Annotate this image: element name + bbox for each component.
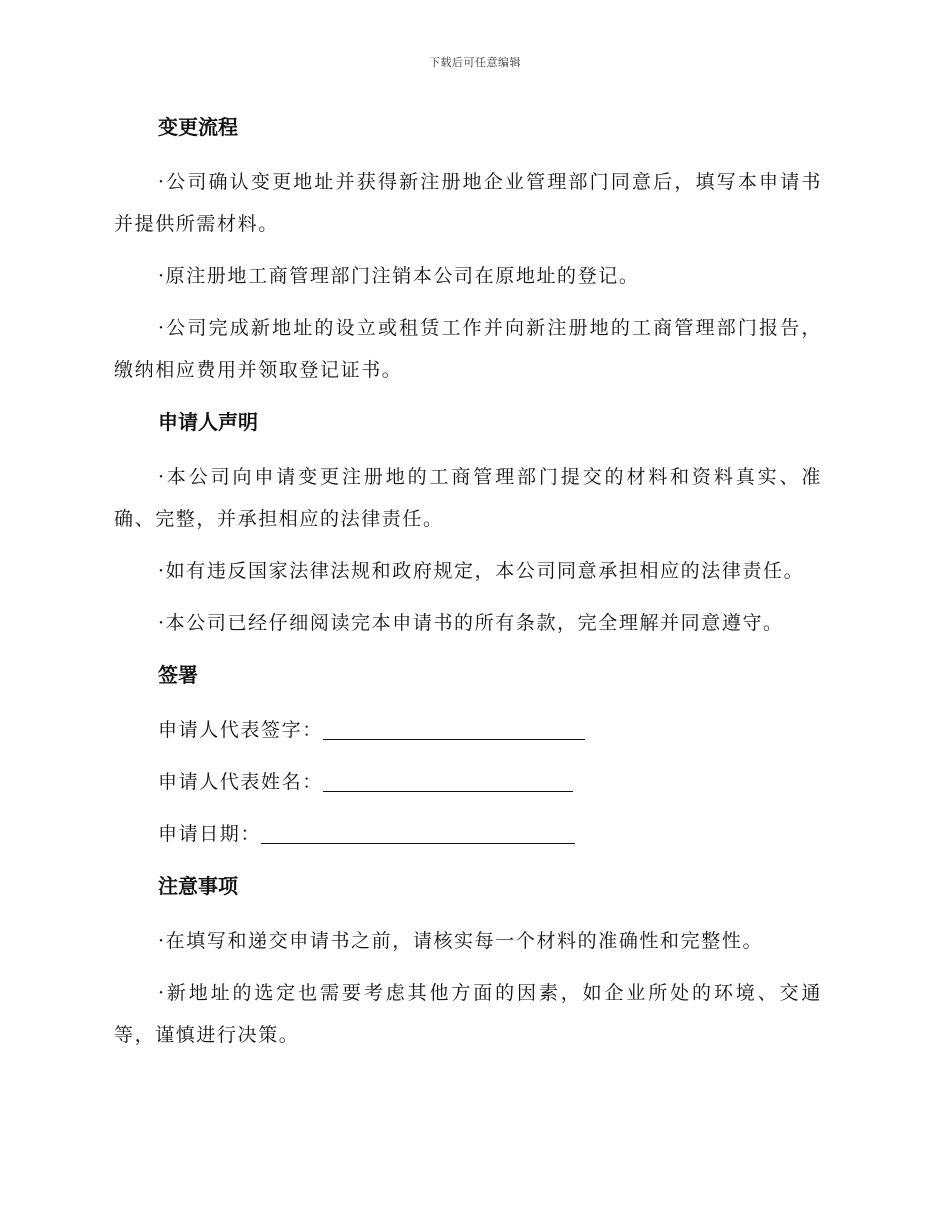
date-label: 申请日期： bbox=[158, 823, 262, 845]
date-row bbox=[158, 813, 822, 855]
rep-name-row bbox=[158, 761, 822, 803]
section-title-signature: 签署 bbox=[158, 663, 198, 687]
rep-name-field[interactable] bbox=[323, 765, 573, 792]
section-title-notes: 注意事项 bbox=[158, 874, 238, 898]
notes-item: ·在填写和递交申请书之前，请核实每一个材料的准确性和完整性。 bbox=[158, 930, 764, 952]
process-item: ·原注册地工商管理部门注销本公司在原地址的登记。 bbox=[158, 265, 640, 287]
process-item: ·公司完成新地址的设立或租赁工作并向新注册地的工商管理部门报告，缴纳相应费用并领取登记证书。 bbox=[114, 317, 822, 381]
rep-signature-label: 申请人代表签字： bbox=[158, 719, 323, 741]
process-item: ·公司确认变更地址并获得新注册地企业管理部门同意后，填写本申请书并提供所需材料。 bbox=[114, 171, 822, 235]
section-title-process: 变更流程 bbox=[158, 115, 238, 139]
page-header: 下载后可任意编辑 bbox=[429, 56, 521, 69]
date-field[interactable] bbox=[261, 817, 575, 844]
notes-item: ·新地址的选定也需要考虑其他方面的因素，如企业所处的环境、交通等，谨慎进行决策。 bbox=[114, 982, 822, 1046]
document-body bbox=[114, 110, 822, 1056]
section-title-declaration: 申请人声明 bbox=[158, 410, 258, 434]
declaration-item: ·如有违反国家法律法规和政府规定，本公司同意承担相应的法律责任。 bbox=[158, 560, 805, 582]
rep-signature-field[interactable] bbox=[323, 713, 585, 740]
rep-name-label: 申请人代表姓名： bbox=[158, 771, 323, 793]
rep-signature-row bbox=[158, 709, 822, 751]
declaration-item: ·本公司已经仔细阅读完本申请书的所有条款，完全理解并同意遵守。 bbox=[158, 612, 784, 634]
declaration-item: ·本公司向申请变更注册地的工商管理部门提交的材料和资料真实、准确、完整，并承担相应的法律责任。 bbox=[114, 466, 822, 530]
